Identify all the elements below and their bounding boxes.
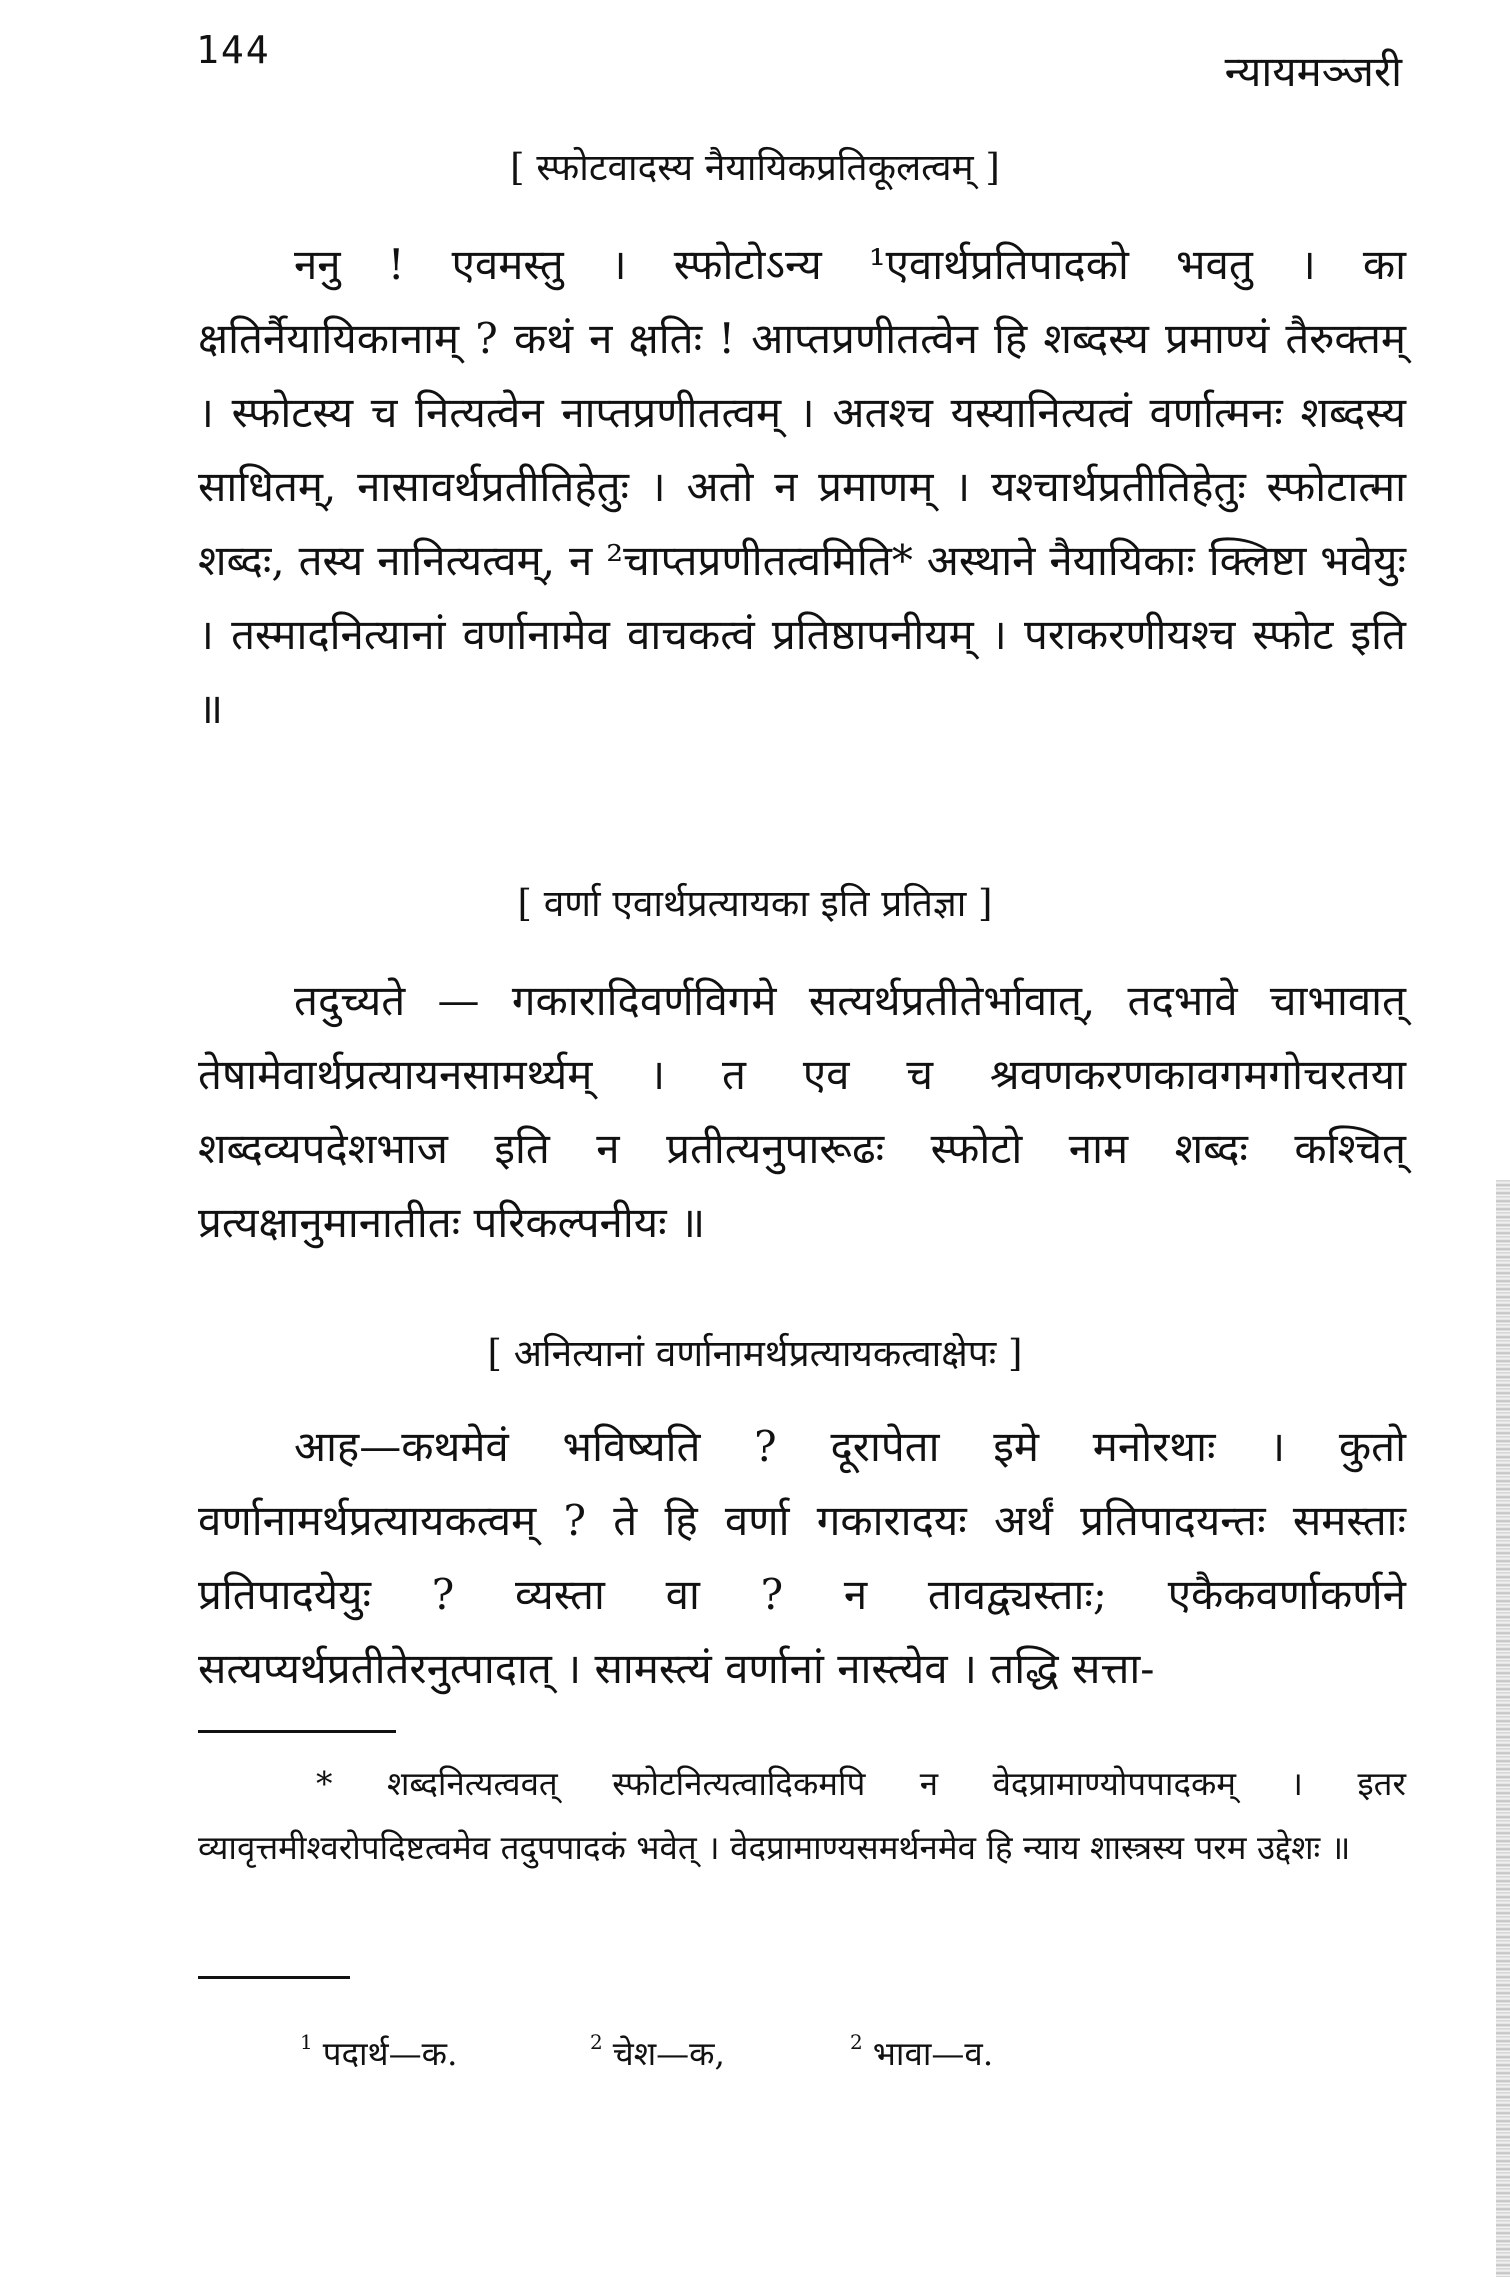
- section-paragraph-1: [198, 228, 1406, 746]
- variant-reading: $^2$ भावा—व.: [850, 2030, 994, 2073]
- section-heading-3: [ अनित्यानां वर्णानामर्थप्रत्यायकत्वाक्षेपः ]: [487, 1332, 1023, 1375]
- variants-separator: [198, 1976, 350, 1979]
- section-paragraph-3: [198, 1410, 1406, 1706]
- section-paragraph-2: [198, 964, 1406, 1260]
- paragraph-text: आह—कथमेवं भविष्यति ? दूरापेता इमे मनोरथाः । कुतो वर्णानामर्थप्रत्यायकत्वम् ? ते हि वर्णा गकारादयः अर्थं प्रतिपादयन्तः समस्ताः प्रतिपादयेयुः ? व्यस्ता वा ? न तावद्व्यस्ताः; एकैकवर्णाकर्णने सत्यप्यर्थप्रतीतेरनुत्पादात् । सामस्त्यं वर्णानां नास्त्येव । तद्धि सत्ता-: [198, 1422, 1406, 1693]
- section-heading-2: [ वर्णा एवार्थप्रत्यायका इति प्रतिज्ञा ]: [517, 882, 993, 925]
- section-heading-1: [ स्फोटवादस्य नैयायिकप्रतिकूलत्वम् ]: [510, 146, 1000, 189]
- paragraph-text: तदुच्यते — गकारादिवर्णविगमे सत्यर्थप्रतीतेर्भावात्, तदभावे चाभावात् तेषामेवार्थप्रत्यायनसामर्थ्यम् । त एव च श्रवणकरणकावगमगोचरतया शब्दव्यपदेशभाज इति न प्रतीत्यनुपारूढः स्फोटो नाम शब्दः कश्चित् प्रत्यक्षानुमानातीतः परिकल्पनीयः ॥: [198, 976, 1406, 1247]
- variant-reading: $^2$ चेश—क,: [590, 2030, 725, 2073]
- footnote-text: * शब्दनित्यत्ववत् स्फोटनित्यत्वादिकमपि न वेदप्रामाण्योपपादकम् । इतर व्यावृत्तमीश्वरोपदिष्टत्वमेव तदुपपादकं भवेत् । वेदप्रामाण्यसमर्थनमेव हि न्याय शास्त्रस्य परम उद्देशः ॥: [198, 1764, 1406, 1867]
- page-edge-scan-artifact: [1496, 1180, 1510, 2277]
- footnote-separator: [198, 1730, 396, 1733]
- page-number: 144: [196, 28, 271, 72]
- paragraph-text: ननु ! एवमस्तु । स्फोटोऽन्य ¹एवार्थप्रतिपादको भवतु । का क्षतिर्नैयायिकानाम् ? कथं न क्षतिः ! आप्तप्रणीतत्वेन हि शब्दस्य प्रमाण्यं तैरुक्तम् । स्फोटस्य च नित्यत्वेन नाप्तप्रणीतत्वम् । अतश्च यस्यानित्यत्वं वर्णात्मनः शब्दस्य साधितम्, नासावर्थप्रतीतिहेतुः । अतो न प्रमाणम् । यश्चार्थप्रतीतिहेतुः स्फोटात्मा शब्दः, तस्य नानित्यत्वम्, न ²चाप्तप्रणीतत्वमिति* अस्थाने नैयायिकाः क्लिष्टा भवेयुः । तस्मादनित्यानां वर्णानामेव वाचकत्वं प्रतिष्ठापनीयम् । पराकरणीयश्च स्फोट इति ॥: [198, 240, 1406, 733]
- variant-reading: $^1$ पदार्थ—क.: [300, 2030, 458, 2073]
- footnote: [198, 1752, 1406, 1880]
- running-head: न्यायमञ्जरी: [1224, 47, 1402, 96]
